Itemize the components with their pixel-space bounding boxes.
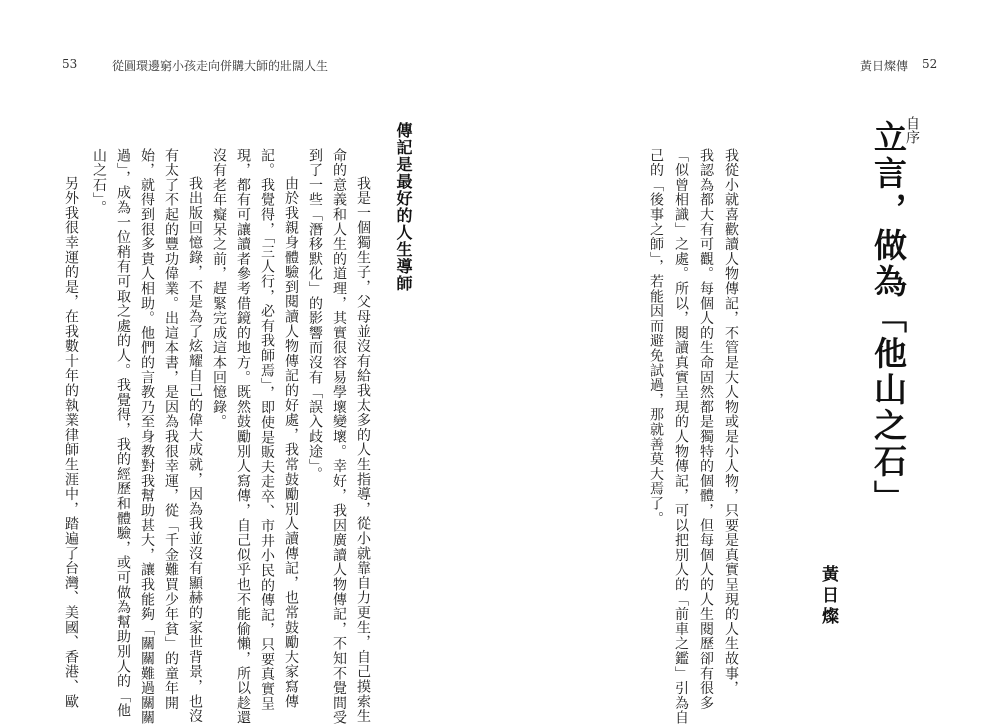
preface-title: 立言，做為「他山之石」	[869, 120, 908, 516]
section-heading: 傳記是最好的人生導師	[394, 122, 413, 292]
p2-line-3: 現，都有可讓讀者參考借鏡的地方。既然鼓勵別人寫傳，自己似乎也不能偷懶，所以趁還	[235, 148, 251, 725]
p2-line-1: 由於我親身體驗到閱讀人物傳記的好處，我常鼓勵別人讀傳記，也常鼓勵大家寫傳	[283, 176, 299, 709]
p1-line-1: 我是一個獨生子，父母並沒有給我太多的人生指導，從小就靠自力更生，自己摸索生	[355, 176, 371, 724]
p3-line-3: 始，就得到很多貴人相助。他們的言教乃至身教對我幫助甚大，讓我能夠「關關難過關關	[139, 148, 155, 725]
preface-line-4: 己的「後事之師」，若能因而避免試過，那就善莫大焉了。	[648, 148, 664, 526]
p3-line-1: 我出版回憶錄，不是為了炫耀自己的偉大成就，因為我並沒有顯赫的家世背景，也沒	[187, 176, 203, 724]
p1-line-2: 命的意義和人生的道理，其實很容易學壞變壞。幸好，我因廣讀人物傳記，不知不覺間受	[331, 148, 347, 725]
p4-line-1: 另外我很幸運的是，在我數十年的執業律師生涯中，踏遍了台灣、美國、香港、歐	[63, 176, 79, 709]
p1-line-3: 到了一些「潛移默化」的影響而沒有「誤入歧途」。	[307, 148, 323, 482]
left-page-number: 53	[62, 57, 78, 71]
p2-line-4: 沒有老年癡呆之前，趕緊完成這本回憶錄。	[211, 148, 227, 430]
right-running-title: 黃日燦傳	[860, 59, 909, 73]
preface-line-3: 「似曾相識」之處。所以，閱讀真實呈現的人物傳記，可以把別人的「前車之鑑」引為自	[673, 148, 689, 725]
preface-author: 黃日燦	[818, 565, 838, 628]
preface-label: 自序	[904, 116, 920, 144]
preface-line-2: 我認為都大有可觀。每個人的生命固然都是獨特的個體，但每個人的人生閱歷卻有很多	[698, 148, 714, 711]
p2-line-2: 記。我覺得，「三人行，必有我師焉」，即使是販夫走卒、市井小民的傳記，只要真實呈	[259, 148, 275, 712]
p3-line-2: 有太了不起的豐功偉業。出這本書，是因為我很幸運，從「千金難買少年貧」的童年開	[163, 148, 179, 711]
p3-line-5: 山之石」。	[91, 148, 107, 215]
right-page-number: 52	[922, 57, 938, 71]
preface-line-1: 我從小就喜歡讀人物傳記，不管是大人物或是小人物，只要是真實呈現的人生故事，	[723, 148, 739, 696]
p3-line-4: 過」，成為一位稍有可取之處的人。我覺得，我的經歷和體驗，或可做為幫助別人的「他	[115, 148, 131, 719]
left-running-title: 從圓環邊窮小孩走向併購大師的壯闊人生	[112, 59, 329, 73]
